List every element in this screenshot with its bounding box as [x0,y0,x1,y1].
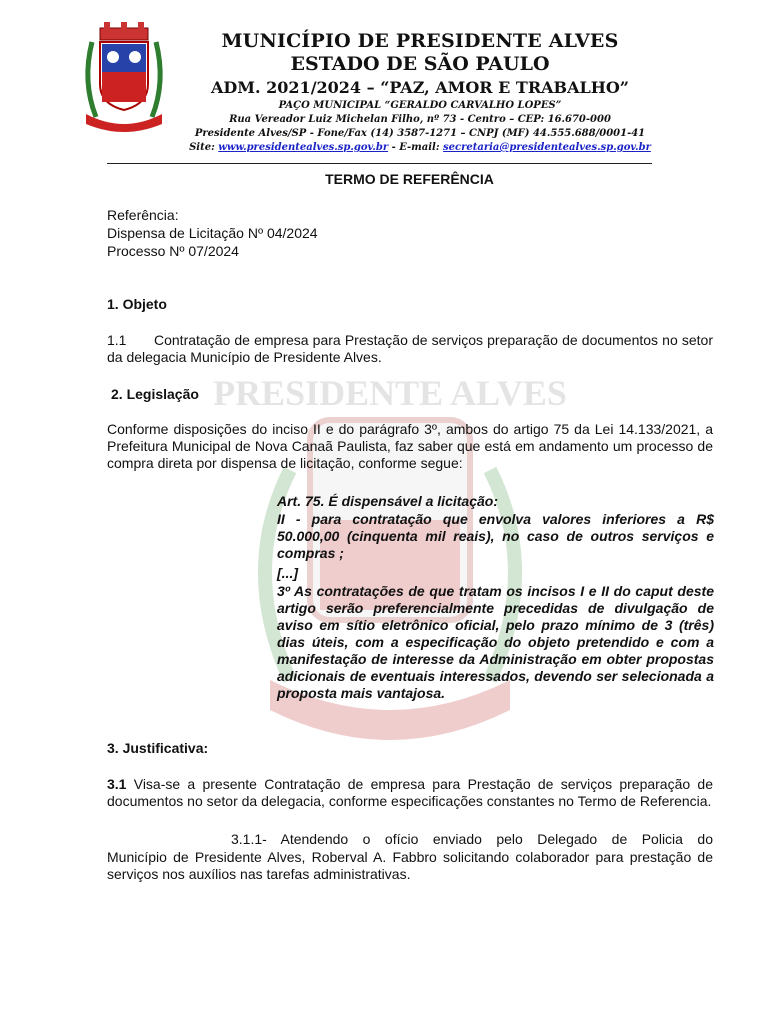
header-divider [107,163,652,164]
law-quote-ellipsis: [...] [277,565,298,581]
site-label: Site: [189,142,219,153]
section-1-number: 1.1 [107,332,127,348]
document-title: TERMO DE REFERÊNCIA [325,171,494,187]
header-administration: ADM. 2021/2024 – “PAZ, AMOR E TRABALHO” [211,78,629,97]
section-2-heading: 2. Legislação [111,386,199,402]
section-3-paragraph [107,776,713,810]
header-contact: Presidente Alves/SP - Fone/Fax (14) 3587-1271 – CNPJ (MF) 44.555.688/0001-41 [194,128,646,139]
section-2-text: Conforme disposições do inciso II e do parágrafo 3º, ambos do artigo 75 da Lei 14.133/2021, a Prefeitura Municipal de Nova Canaã Paulista, faz saber que está em andamento um processo de compra direta por dispensa de licitação, conforme segue: [107,421,713,471]
section-311-first-line: 3.1.1- Atendendo o ofício enviado pelo Delegado de Policia do [231,831,713,847]
site-link[interactable]: www.presidentealves.sp.gov.br [218,142,389,153]
law-quote-paragraph: 3º As contratações de que tratam os incisos I e II do caput deste artigo serão preferencialmente precedidas de divulgação de aviso em sítio eletrônico oficial, pelo prazo mínimo de 3 (três) dias úteis, com a especificação do objeto pretendido e com a manifestação de interesse da Administração em obter propostas adicionais de eventuais interessados, devendo ser selecionada a proposta mais vantajosa. [277,583,714,701]
email-link[interactable]: secretaria@presidentealves.sp.gov.br [443,142,651,153]
section-311-rest: Município de Presidente Alves, Roberval A. Fabbro solicitando colaborador para prestação de serviços nos auxílios nas tarefas administrativas. [107,849,713,882]
law-quote-title: Art. 75. É dispensável a licitação: [277,493,498,509]
header-address: Rua Vereador Luiz Michelan Filho, nº 73 - Centro – CEP: 16.670-000 [229,114,611,125]
section-3-number: 3.1 [107,776,127,792]
reference-dispensa: Dispensa de Licitação Nº 04/2024 [107,225,318,241]
municipal-crest-logo [74,22,174,138]
header-state: ESTADO DE SÃO PAULO [290,53,550,75]
header-municipality: MUNICÍPIO DE PRESIDENTE ALVES [221,30,619,52]
header-web-line [120,142,720,153]
header-palace: PAÇO MUNICIPAL “GERALDO CARVALHO LOPES” [278,100,562,111]
watermark-text: PRESIDENTE ALVES [213,373,567,413]
section-3-heading: 3. Justificativa: [107,740,209,756]
email-label: - E-mail: [388,142,444,153]
section-1-heading: 1. Objeto [107,296,167,312]
section-1-paragraph [107,332,713,366]
reference-processo: Processo Nº 07/2024 [107,243,239,259]
section-1-text: Contratação de empresa para Prestação de serviços preparação de documentos no setor da delegacia Município de Presidente Alves. [107,332,713,365]
section-3-text: Visa-se a presente Contratação de empresa para Prestação de serviços preparação de documentos no setor da delegacia, conforme especificações constantes no Termo de Referencia. [107,776,713,809]
law-quote-inciso: II - para contratação que envolva valores inferiores a R$ 50.000,00 (cinquenta mil reais), no caso de outros serviços e compras ; [277,511,714,561]
reference-label: Referência: [107,207,179,223]
